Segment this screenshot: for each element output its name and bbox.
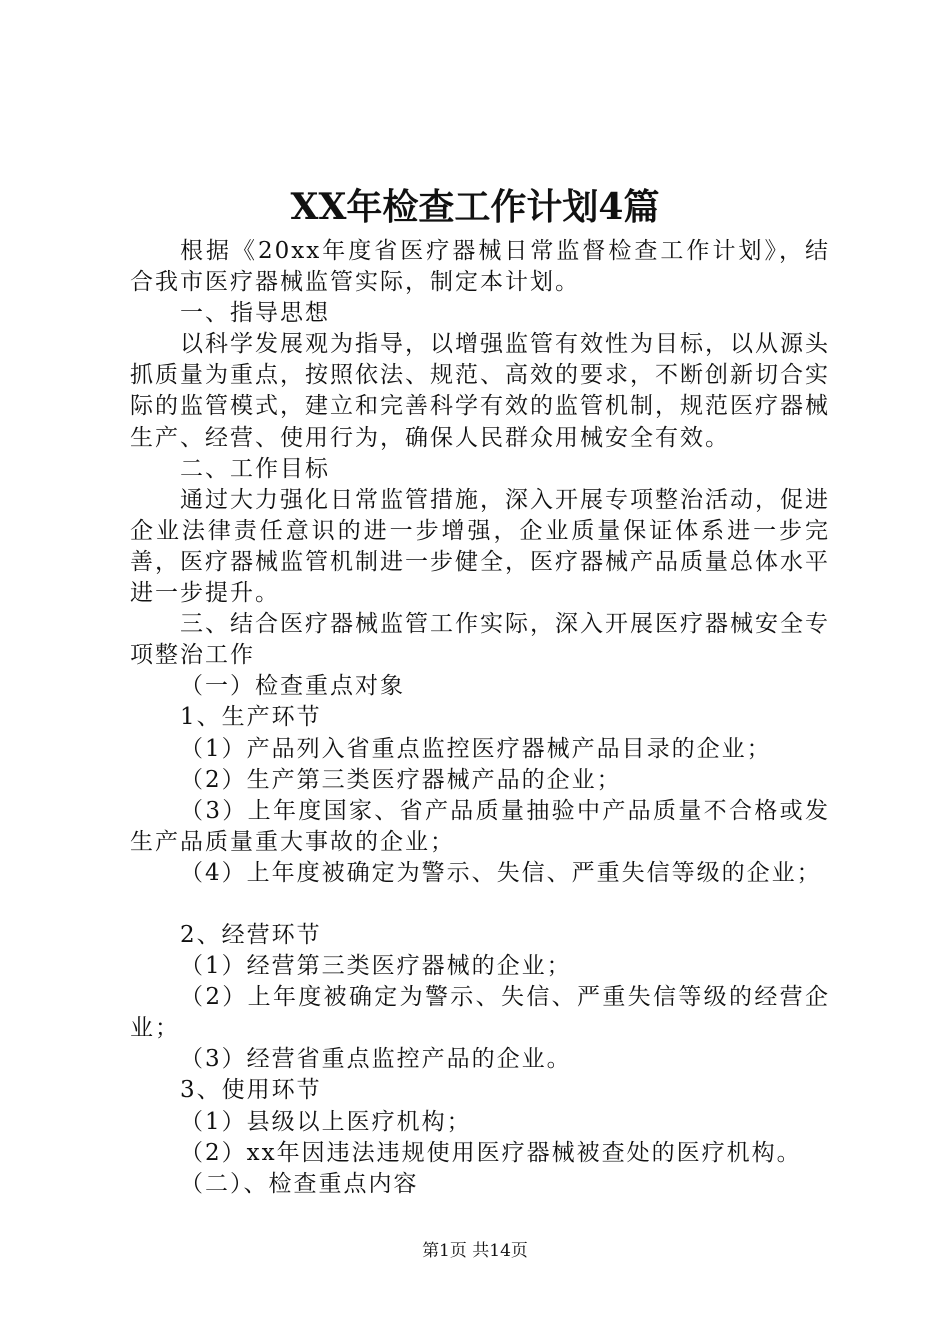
list-item: （1）县级以上医疗机构； <box>180 1108 472 1135</box>
document-title: XX年检查工作计划4篇 <box>290 186 660 228</box>
blank-line <box>130 889 830 920</box>
section-heading-guiding-ideology: 一、指导思想 <box>180 300 330 327</box>
section-heading-work-goals: 二、工作目标 <box>180 455 330 482</box>
list-item: （1）经营第三类医疗器械的企业； <box>180 953 572 980</box>
section-heading-special-rectification: 三、结合医疗器械监管工作实际，深入开展医疗器械安全专项整治工作 <box>130 611 830 669</box>
list-item: （1）产品列入省重点监控医疗器械产品目录的企业； <box>180 735 772 762</box>
intro-paragraph: 根据《20xx年度省医疗器械日常监督检查工作计划》，结合我市医疗器械监管实际，制定本计划。 <box>130 238 830 296</box>
document-body <box>130 236 830 1200</box>
list-item: （2）上年度被确定为警示、失信、严重失信等级的经营企业； <box>130 984 830 1042</box>
subsection-heading-inspection-content: （二）、检查重点内容 <box>180 1170 419 1197</box>
work-goals-paragraph: 通过大力强化日常监管措施，深入开展专项整治活动，促进企业法律责任意识的进一步增强，企业质量保证体系进一步完善，医疗器械监管机制进一步健全，医疗器械产品质量总体水平进一步提升。 <box>130 486 830 607</box>
list-item: （4）上年度被确定为警示、失信、严重失信等级的企业； <box>180 859 822 886</box>
subsection-heading-inspection-targets: （一）检查重点对象 <box>180 673 405 700</box>
list-item: （2）xx年因违法违规使用医疗器械被查处的医疗机构。 <box>180 1139 802 1166</box>
list-item: （2）生产第三类医疗器械产品的企业； <box>180 766 622 793</box>
item-heading-usage: 3、使用环节 <box>180 1077 322 1104</box>
item-heading-operation: 2、经营环节 <box>180 921 322 948</box>
list-item: （3）经营省重点监控产品的企业。 <box>180 1046 572 1073</box>
item-heading-production: 1、生产环节 <box>180 704 322 731</box>
list-item: （3）上年度国家、省产品质量抽验中产品质量不合格或发生产品质量重大事故的企业； <box>130 797 830 855</box>
guiding-ideology-paragraph: 以科学发展观为指导，以增强监管有效性为目标，以从源头抓质量为重点，按照依法、规范、高效的要求，不断创新切合实际的监管模式，建立和完善科学有效的监管机制，规范医疗器械生产、经营、使用行为，确保人民群众用械安全有效。 <box>130 331 830 451</box>
page-footer: 第1页 共14页 <box>422 1241 528 1261</box>
